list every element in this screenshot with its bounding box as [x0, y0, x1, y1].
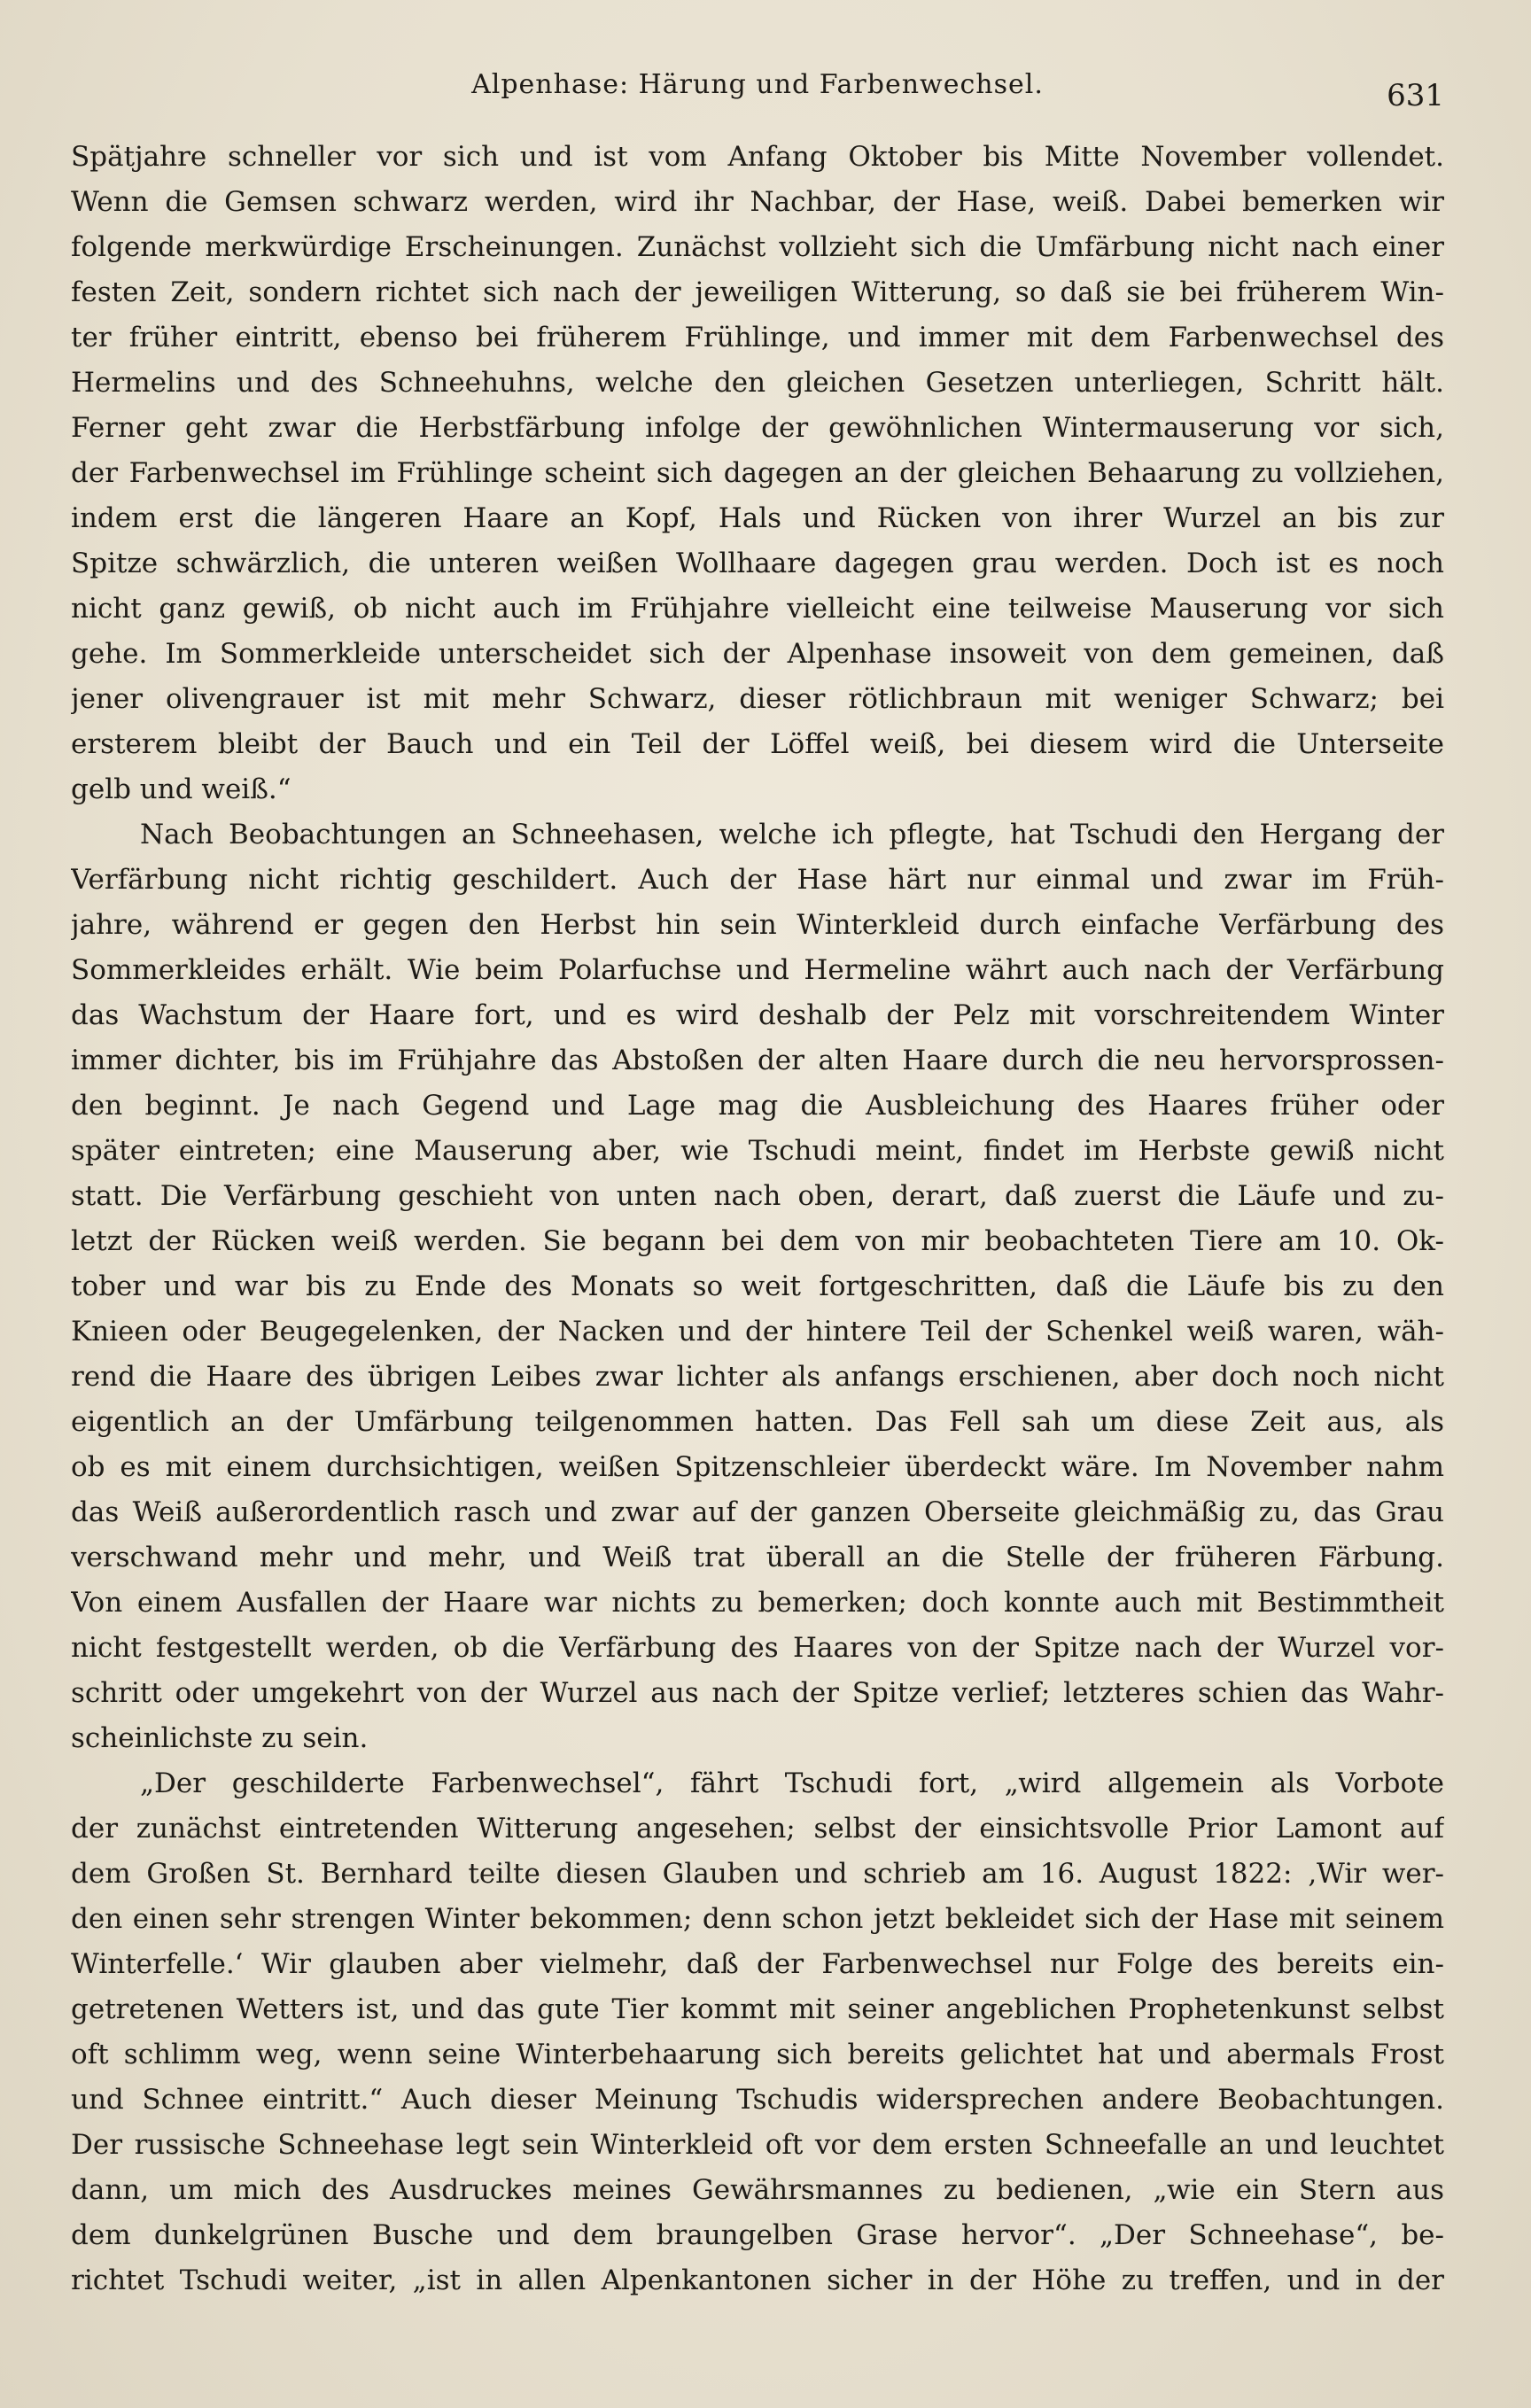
text-line: gelb und weiß.“	[71, 773, 291, 805]
text-line: immer dichter, bis im Frühjahre das Abstoßen der alten Haare durch die neu hervorsprossen-	[71, 1045, 1444, 1076]
text-line: Der russische Schneehase legt sein Winterkleid oft vor dem ersten Schneefalle an und leuchtet	[71, 2129, 1444, 2161]
text-line: nicht festgestellt werden, ob die Verfärbung des Haares von der Spitze nach der Wurzel vor-	[71, 1632, 1444, 1664]
text-line: ob es mit einem durchsichtigen, weißen Spitzenschleier überdeckt wäre. Im November nahm	[71, 1451, 1444, 1483]
paragraph	[71, 135, 1444, 812]
text-line: rend die Haare des übrigen Leibes zwar lichter als anfangs erschienen, aber doch noch nicht	[71, 1361, 1444, 1393]
text-line: Verfärbung nicht richtig geschildert. Auch der Hase härt nur einmal und zwar im Früh-	[71, 864, 1444, 896]
text-line: festen Zeit, sondern richtet sich nach der jeweiligen Witterung, so daß sie bei früherem Win-	[71, 276, 1444, 308]
text-line: Winterfelle.‘ Wir glauben aber vielmehr, daß der Farbenwechsel nur Folge des bereits ein-	[71, 1948, 1444, 1980]
text-line: den einen sehr strengen Winter bekommen; denn schon jetzt bekleidet sich der Hase mit seinem	[71, 1903, 1444, 1935]
text-line: scheinlichste zu sein.	[71, 1722, 369, 1754]
page-number: 631	[1387, 78, 1444, 113]
running-head	[71, 62, 1444, 115]
text-line: Knieen oder Beugegelenken, der Nacken und der hintere Teil der Schenkel weiß waren, wäh-	[71, 1316, 1444, 1348]
text-line: Von einem Ausfallen der Haare war nichts zu bemerken; doch konnte auch mit Bestimmtheit	[71, 1587, 1444, 1619]
text-line: Sommerkleides erhält. Wie beim Polarfuchse und Hermeline währt auch nach der Verfärbung	[71, 954, 1444, 986]
text-line: und Schnee eintritt.“ Auch dieser Meinung Tschudis widersprechen andere Beobachtungen.	[71, 2084, 1444, 2116]
text-line: später eintreten; eine Mauserung aber, wie Tschudi meint, findet im Herbste gewiß nicht	[71, 1135, 1444, 1167]
text-line: Ferner geht zwar die Herbstfärbung infolge der gewöhnlichen Wintermauserung vor sich,	[71, 412, 1444, 444]
running-head-title: Alpenhase: Härung und Farbenwechsel.	[471, 69, 1044, 100]
paragraph	[71, 1761, 1444, 2303]
text-line: verschwand mehr und mehr, und Weiß trat überall an die Stelle der früheren Färbung.	[71, 1542, 1444, 1573]
text-line: ersterem bleibt der Bauch und ein Teil der Löffel weiß, bei diesem wird die Unterseite	[71, 728, 1444, 760]
text-line: getretenen Wetters ist, und das gute Tier kommt mit seiner angeblichen Prophetenkunst selbst	[71, 1993, 1444, 2025]
text-line: jahre, während er gegen den Herbst hin sein Winterkleid durch einfache Verfärbung des	[71, 909, 1444, 941]
text-line: das Wachstum der Haare fort, und es wird deshalb der Pelz mit vorschreitendem Winter	[71, 999, 1444, 1031]
text-line: eigentlich an der Umfärbung teilgenommen hatten. Das Fell sah um diese Zeit aus, als	[71, 1406, 1444, 1438]
text-line: folgende merkwürdige Erscheinungen. Zunächst vollzieht sich die Umfärbung nicht nach einer	[71, 231, 1444, 263]
text-line: Nach Beobachtungen an Schneehasen, welche ich pflegte, hat Tschudi den Hergang der	[140, 819, 1444, 851]
text-line: nicht ganz gewiß, ob nicht auch im Frühjahre vielleicht eine teilweise Mauserung vor sich	[71, 593, 1444, 625]
paragraph	[71, 812, 1444, 1761]
text-line: der Farbenwechsel im Frühlinge scheint sich dagegen an der gleichen Behaarung zu vollziehen,	[71, 457, 1444, 489]
text-line: dem dunkelgrünen Busche und dem braungelben Grase hervor“. „Der Schneehase“, be-	[71, 2219, 1444, 2251]
text-line: dann, um mich des Ausdruckes meines Gewährsmannes zu bedienen, „wie ein Stern aus	[71, 2174, 1444, 2206]
text-line: oft schlimm weg, wenn seine Winterbehaarung sich bereits gelichtet hat und abermals Frost	[71, 2039, 1444, 2070]
text-line: Hermelins und des Schneehuhns, welche den gleichen Gesetzen unterliegen, Schritt hält.	[71, 367, 1444, 399]
text-line: Spitze schwärzlich, die unteren weißen Wollhaare dagegen grau werden. Doch ist es noch	[71, 548, 1444, 579]
text-line: Spätjahre schneller vor sich und ist vom Anfang Oktober bis Mitte November vollendet.	[71, 141, 1444, 173]
text-line: den beginnt. Je nach Gegend und Lage mag die Ausbleichung des Haares früher oder	[71, 1090, 1444, 1122]
text-line: das Weiß außerordentlich rasch und zwar auf der ganzen Oberseite gleichmäßig zu, das Grau	[71, 1496, 1444, 1528]
text-line: „Der geschilderte Farbenwechsel“, fährt Tschudi fort, „wird allgemein als Vorbote	[140, 1767, 1444, 1799]
book-page	[71, 62, 1444, 2365]
text-line: schritt oder umgekehrt von der Wurzel aus nach der Spitze verlief; letzteres schien das Wahr-	[71, 1677, 1444, 1709]
text-line: letzt der Rücken weiß werden. Sie begann bei dem von mir beobachteten Tiere am 10. Ok-	[71, 1225, 1444, 1257]
text-line: indem erst die längeren Haare an Kopf, Hals und Rücken von ihrer Wurzel an bis zur	[71, 502, 1444, 534]
body-text	[71, 135, 1444, 2303]
text-line: tober und war bis zu Ende des Monats so weit fortgeschritten, daß die Läufe bis zu den	[71, 1270, 1444, 1302]
text-line: richtet Tschudi weiter, „ist in allen Alpenkantonen sicher in der Höhe zu treffen, und in der	[71, 2264, 1444, 2296]
text-line: jener olivengrauer ist mit mehr Schwarz, dieser rötlichbraun mit weniger Schwarz; bei	[71, 683, 1444, 715]
text-line: gehe. Im Sommerkleide unterscheidet sich der Alpenhase insoweit von dem gemeinen, daß	[71, 638, 1444, 670]
text-line: der zunächst eintretenden Witterung angesehen; selbst der einsichtsvolle Prior Lamont auf	[71, 1813, 1444, 1845]
text-line: statt. Die Verfärbung geschieht von unten nach oben, derart, daß zuerst die Läufe und zu-	[71, 1180, 1444, 1212]
text-line: ter früher eintritt, ebenso bei früherem Frühlinge, und immer mit dem Farbenwechsel des	[71, 322, 1444, 353]
text-line: Wenn die Gemsen schwarz werden, wird ihr Nachbar, der Hase, weiß. Dabei bemerken wir	[71, 186, 1444, 218]
text-line: dem Großen St. Bernhard teilte diesen Glauben und schrieb am 16. August 1822: ‚Wir wer-	[71, 1858, 1444, 1890]
